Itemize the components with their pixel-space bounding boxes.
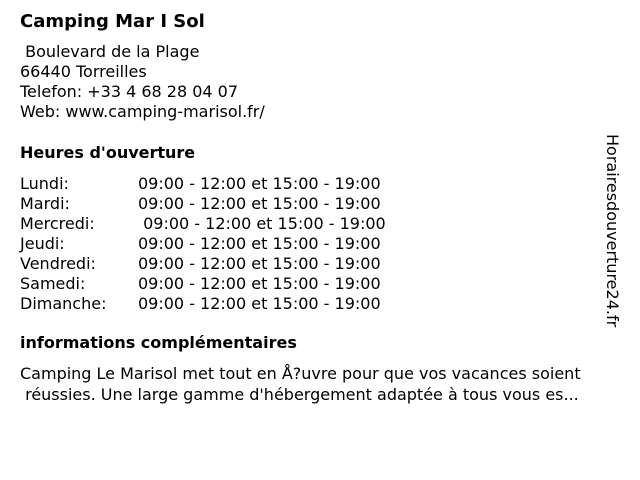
hours-day: Mercredi: xyxy=(20,214,95,233)
info-description-line: Camping Le Marisol met tout en Å?uvre pour que vos vacances soient xyxy=(20,364,581,383)
phone-number: Telefon: +33 4 68 28 04 07 xyxy=(20,82,239,101)
hours-time: 09:00 - 12:00 et 15:00 - 19:00 xyxy=(138,254,381,273)
hours-row-thursday xyxy=(20,234,620,254)
hours-row-monday xyxy=(20,174,620,194)
business-card xyxy=(20,10,620,405)
hours-time: 09:00 - 12:00 et 15:00 - 19:00 xyxy=(138,194,381,213)
hours-time: 09:00 - 12:00 et 15:00 - 19:00 xyxy=(138,274,381,293)
hours-time: 09:00 - 12:00 et 15:00 - 19:00 xyxy=(138,234,381,253)
business-name: Camping Mar I Sol xyxy=(20,11,205,32)
hours-day: Mardi: xyxy=(20,194,70,213)
hours-day: Dimanche: xyxy=(20,294,107,313)
info-description-line: réussies. Une large gamme d'hébergement adaptée à tous vous es... xyxy=(20,385,579,404)
business-contact xyxy=(20,42,620,122)
hours-row-wednesday xyxy=(20,214,620,234)
info-description xyxy=(20,363,620,405)
address-street: Boulevard de la Plage xyxy=(20,42,200,61)
info-heading: informations complémentaires xyxy=(20,333,297,352)
hours-time: 09:00 - 12:00 et 15:00 - 19:00 xyxy=(138,214,386,233)
hours-day: Samedi: xyxy=(20,274,86,293)
website-link[interactable]: Web: www.camping-marisol.fr/ xyxy=(20,102,265,121)
site-watermark: Horairesdouverture24.fr xyxy=(603,134,622,328)
hours-row-sunday xyxy=(20,294,620,314)
hours-table xyxy=(20,174,620,314)
hours-time: 09:00 - 12:00 et 15:00 - 19:00 xyxy=(138,294,381,313)
hours-day: Vendredi: xyxy=(20,254,96,273)
hours-time: 09:00 - 12:00 et 15:00 - 19:00 xyxy=(138,174,381,193)
hours-day: Lundi: xyxy=(20,174,69,193)
hours-row-saturday xyxy=(20,274,620,294)
hours-row-tuesday xyxy=(20,194,620,214)
hours-heading: Heures d'ouverture xyxy=(20,143,196,162)
hours-row-friday xyxy=(20,254,620,274)
address-city: 66440 Torreilles xyxy=(20,62,147,81)
hours-day: Jeudi: xyxy=(20,234,65,253)
